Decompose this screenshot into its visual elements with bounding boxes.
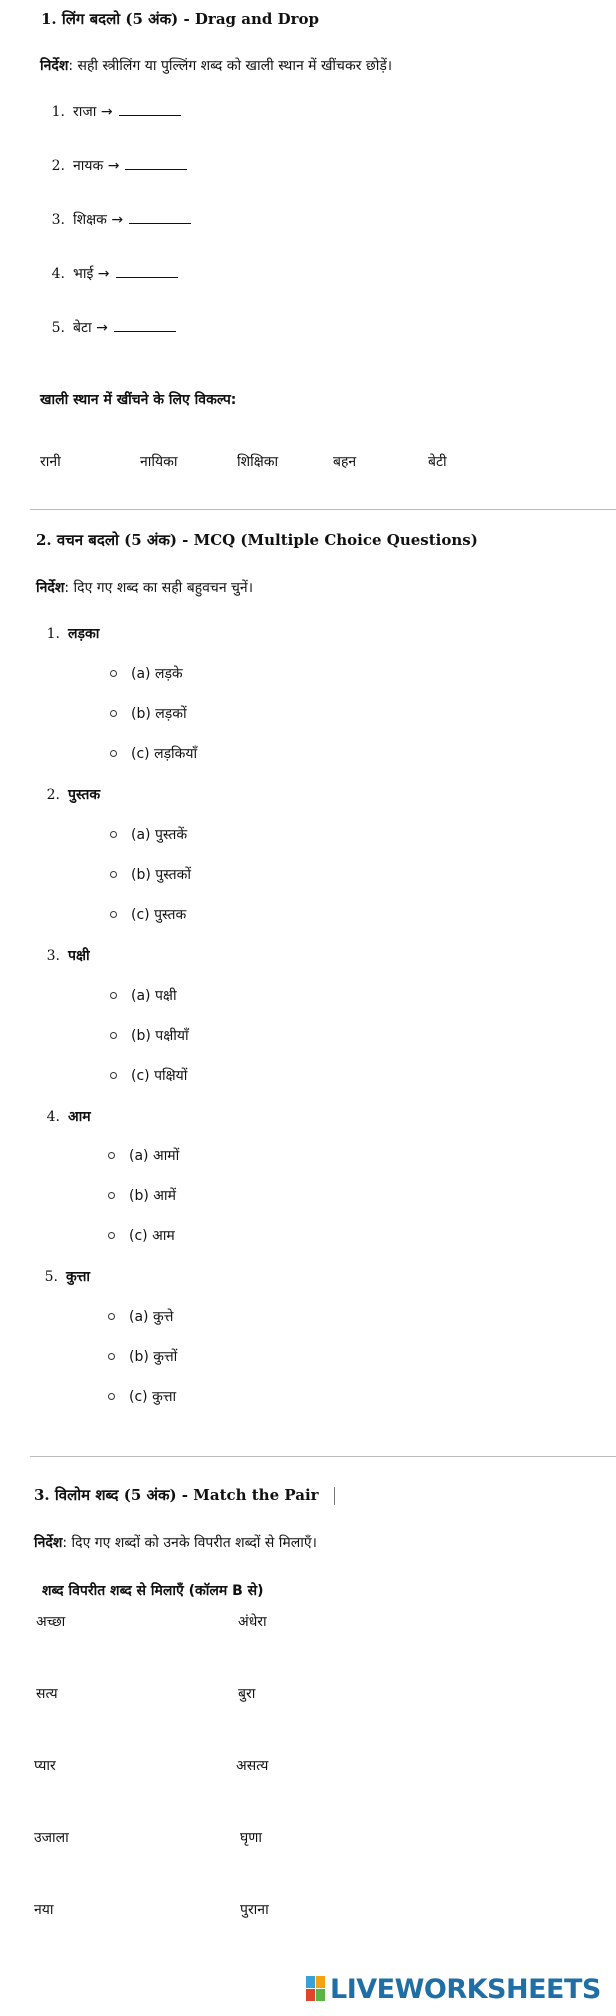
options-title: खाली स्थान में खींचने के लिए विकल्प: xyxy=(40,392,237,408)
match-right-word[interactable]: पुराना xyxy=(240,1902,269,1918)
question-number: 4. xyxy=(46,1109,60,1125)
option-label: (b) आमें xyxy=(129,1188,176,1204)
option-label: (a) पुस्तकें xyxy=(131,827,188,843)
option-label: (c) पुस्तक xyxy=(131,907,187,923)
item-word: शिक्षक → xyxy=(73,212,124,228)
mcq-option[interactable] xyxy=(110,865,191,884)
match-right-word[interactable]: बुरा xyxy=(238,1686,256,1702)
radio-bullet-icon xyxy=(108,1393,115,1400)
radio-bullet-icon xyxy=(110,1032,117,1039)
item-number: 3. xyxy=(51,212,65,228)
drop-blank[interactable] xyxy=(125,157,187,170)
drop-blank[interactable] xyxy=(129,211,191,224)
instruction-label: निर्देश xyxy=(40,58,69,74)
question-word: कुत्ता xyxy=(66,1269,91,1285)
option-label: (c) पक्षियों xyxy=(131,1068,188,1084)
mcq-option[interactable] xyxy=(110,704,187,723)
gender-item xyxy=(43,210,191,229)
radio-bullet-icon xyxy=(110,992,117,999)
radio-bullet-icon xyxy=(110,871,117,878)
match-left-word[interactable]: नया xyxy=(34,1902,54,1918)
gender-item xyxy=(43,102,181,121)
option-label: (a) कुत्ते xyxy=(129,1309,174,1325)
liveworksheets-logo[interactable] xyxy=(306,1974,601,2004)
section2-instruction xyxy=(36,578,253,597)
mcq-option[interactable] xyxy=(108,1186,176,1205)
question-word: आम xyxy=(68,1109,91,1125)
question-number: 2. xyxy=(46,787,60,803)
section1-heading: 1. लिंग बदलो (5 अंक) - Drag and Drop xyxy=(41,10,319,28)
match-right-word[interactable]: अंधेरा xyxy=(238,1614,267,1630)
instruction-text: : दिए गए शब्द का सही बहुवचन चुनें। xyxy=(64,580,254,596)
liveworksheets-mark-icon xyxy=(306,1976,326,2002)
item-word: राजा → xyxy=(73,104,113,120)
option-label: (c) लड़कियाँ xyxy=(131,746,198,762)
option-label: (b) पुस्तकों xyxy=(131,867,192,883)
mcq-option[interactable] xyxy=(108,1146,179,1165)
radio-bullet-icon xyxy=(108,1232,115,1239)
option-label: (b) लड़कों xyxy=(131,706,187,722)
section1-instruction xyxy=(40,56,392,75)
text-cursor xyxy=(334,1487,335,1505)
mcq-question xyxy=(36,1267,90,1286)
item-word: बेटा → xyxy=(73,320,108,336)
radio-bullet-icon xyxy=(110,911,117,918)
match-left-word[interactable]: अच्छा xyxy=(36,1614,66,1630)
radio-bullet-icon xyxy=(110,1072,117,1079)
option-label: (c) आम xyxy=(129,1228,175,1244)
instruction-label: निर्देश xyxy=(34,1535,63,1551)
divider xyxy=(30,1456,616,1457)
item-number: 4. xyxy=(51,266,65,282)
match-right-word[interactable]: घृणा xyxy=(240,1830,263,1846)
mcq-question xyxy=(38,946,90,965)
item-word: भाई → xyxy=(73,266,110,282)
mcq-option[interactable] xyxy=(110,825,187,844)
question-number: 1. xyxy=(46,626,60,642)
radio-bullet-icon xyxy=(110,831,117,838)
question-word: पुस्तक xyxy=(68,787,101,803)
mcq-option[interactable] xyxy=(110,986,177,1005)
radio-bullet-icon xyxy=(110,750,117,757)
mcq-option[interactable] xyxy=(108,1226,175,1245)
match-table-header: शब्द विपरीत शब्द से मिलाएँ (कॉलम B से) xyxy=(42,1583,264,1599)
radio-bullet-icon xyxy=(108,1353,115,1360)
question-word: पक्षी xyxy=(68,948,90,964)
drag-option[interactable]: शिक्षिका xyxy=(237,454,279,470)
option-label: (c) कुत्ता xyxy=(129,1389,177,1405)
mcq-option[interactable] xyxy=(110,664,183,683)
radio-bullet-icon xyxy=(108,1152,115,1159)
instruction-text: : सही स्त्रीलिंग या पुल्लिंग शब्द को खाली स्थान में खींचकर छोड़ें। xyxy=(68,58,393,74)
section3-heading: 3. विलोम शब्द (5 अंक) - Match the Pair xyxy=(34,1486,319,1504)
drag-option[interactable]: नायिका xyxy=(140,454,178,470)
radio-bullet-icon xyxy=(108,1313,115,1320)
question-number: 5. xyxy=(44,1269,58,1285)
drop-blank[interactable] xyxy=(116,265,178,278)
drag-option[interactable]: रानी xyxy=(40,454,61,470)
option-label: (a) पक्षी xyxy=(131,988,177,1004)
question-word: लड़का xyxy=(68,626,100,642)
question-number: 3. xyxy=(46,948,60,964)
gender-item xyxy=(43,318,176,337)
mcq-option[interactable] xyxy=(110,905,186,924)
drop-blank[interactable] xyxy=(119,103,181,116)
mcq-question xyxy=(38,1107,91,1126)
option-label: (b) पक्षीयाँ xyxy=(131,1028,189,1044)
drop-blank[interactable] xyxy=(114,319,176,332)
mcq-question xyxy=(38,624,99,643)
item-word: नायक → xyxy=(73,158,120,174)
mcq-option[interactable] xyxy=(108,1387,176,1406)
option-label: (b) कुत्तों xyxy=(129,1349,178,1365)
mcq-option[interactable] xyxy=(108,1347,177,1366)
match-left-word[interactable]: प्यार xyxy=(34,1758,56,1774)
radio-bullet-icon xyxy=(110,710,117,717)
match-left-word[interactable]: उजाला xyxy=(34,1830,69,1846)
match-right-word[interactable]: असत्य xyxy=(236,1758,269,1774)
item-number: 5. xyxy=(51,320,65,336)
item-number: 1. xyxy=(51,104,65,120)
item-number: 2. xyxy=(51,158,65,174)
gender-item xyxy=(43,264,178,283)
instruction-label: निर्देश xyxy=(36,580,65,596)
mcq-option[interactable] xyxy=(108,1307,173,1326)
radio-bullet-icon xyxy=(110,670,117,677)
drag-option[interactable]: बेटी xyxy=(428,454,447,470)
mcq-option[interactable] xyxy=(110,1066,187,1085)
gender-item xyxy=(43,156,187,175)
option-label: (a) आमों xyxy=(129,1148,180,1164)
mcq-option[interactable] xyxy=(110,1026,189,1045)
section3-instruction xyxy=(34,1533,317,1552)
instruction-text: : दिए गए शब्दों को उनके विपरीत शब्दों से मिलाएँ। xyxy=(62,1535,317,1551)
divider xyxy=(30,509,616,510)
mcq-question xyxy=(38,785,100,804)
brand-name: LIVEWORKSHEETS xyxy=(330,1973,601,2005)
drag-option[interactable]: बहन xyxy=(333,454,357,470)
radio-bullet-icon xyxy=(108,1192,115,1199)
section2-heading: 2. वचन बदलो (5 अंक) - MCQ (Multiple Choice Questions) xyxy=(36,531,478,549)
mcq-option[interactable] xyxy=(110,744,197,763)
match-left-word[interactable]: सत्य xyxy=(36,1686,58,1702)
option-label: (a) लड़के xyxy=(131,666,183,682)
